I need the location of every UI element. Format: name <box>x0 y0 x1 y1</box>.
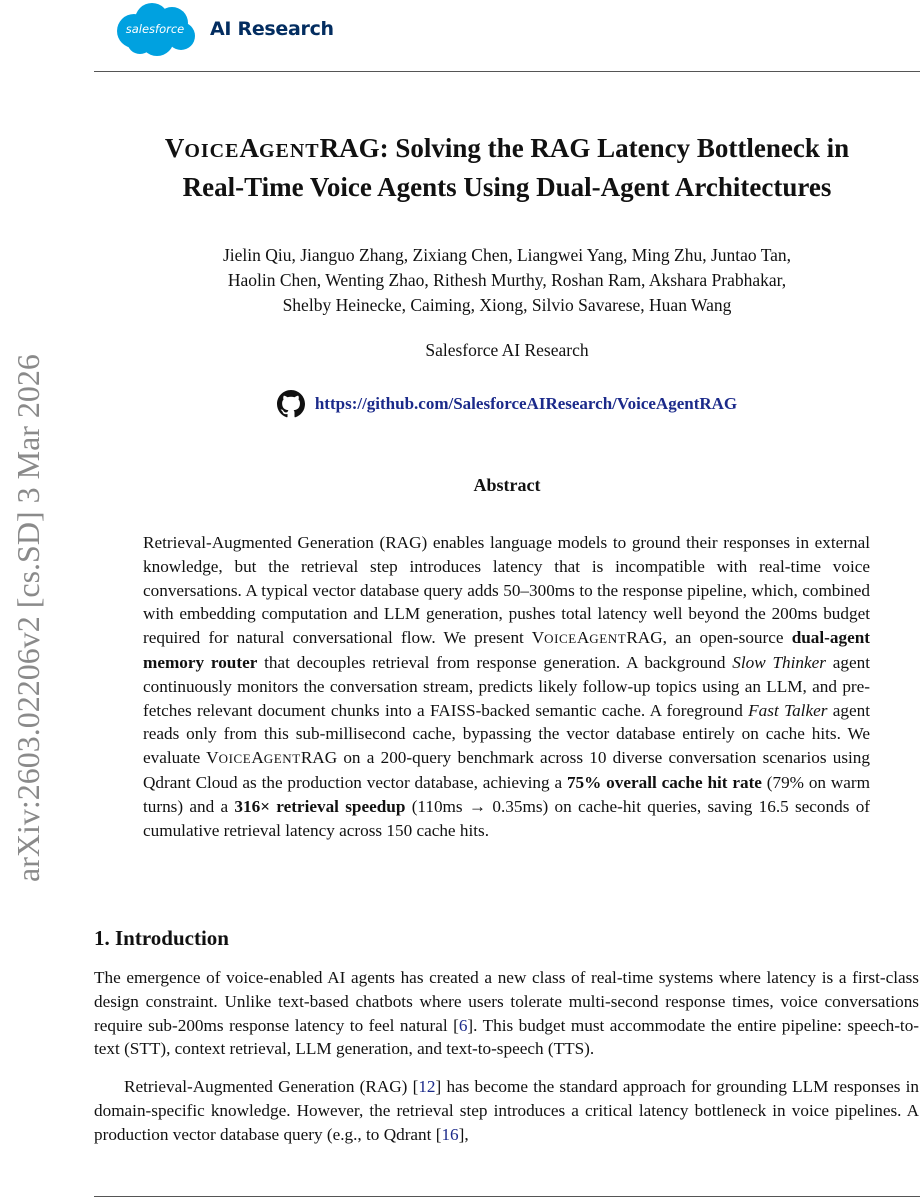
emphasis-fast-talker: Fast Talker <box>748 700 828 720</box>
header-rule <box>94 71 920 72</box>
intro-paragraph-2: Retrieval-Augmented Generation (RAG) [12] has become the standard approach for grounding LLM responses in domain-specific knowledge. However, the retrieval step introduces a critical latency bottleneck in voice pipelines. A production vector database query (e.g., to Qdrant [16], <box>94 1077 919 1144</box>
citation-link[interactable]: 12 <box>418 1077 436 1096</box>
repository-row <box>94 390 920 418</box>
system-name-inline: VOICEAGENTRAG <box>531 628 663 648</box>
emphasis-slow-thinker: Slow Thinker <box>732 652 826 672</box>
salesforce-cloud-icon <box>112 1 198 57</box>
emphasis-router: dual-agent memory router <box>143 628 870 672</box>
author-line: Haolin Chen, Wenting Zhao, Rithesh Murthy, Roshan Ram, Akshara Prabhakar, <box>227 270 787 290</box>
title-line-2: Real-Time Voice Agents Using Dual-Agent Architectures <box>182 172 832 202</box>
affiliation: Salesforce AI Research <box>425 340 589 360</box>
system-name-inline: VOICEAGENTRAG <box>206 748 338 768</box>
github-icon <box>277 390 305 418</box>
salesforce-wordmark: salesforce <box>125 22 185 36</box>
author-line: Shelby Heinecke, Caiming, Xiong, Silvio Savarese, Huan Wang <box>282 295 732 315</box>
emphasis-hit-rate: 75% overall cache hit rate <box>566 772 762 792</box>
footer-rule <box>94 1196 920 1197</box>
emphasis-speedup: 316× retrieval speedup <box>234 796 406 816</box>
abstract-body: Retrieval-Augmented Generation (RAG) enables language models to ground their responses in external knowledge, but the retrieval step introduces latency that is incompatible with real-time voice conversations. A typical vector database query adds 50–300ms to the response pipeline, which, combined with embedding computation and LLM generation, pushes total latency well beyond the 200ms budget required for natural conversational flow. We present VOICEAGENTRAG, an open-source dual-agent memory router that decouples retrieval from response generation. A background Slow Thinker agent continuously monitors the conversation stream, predicts likely follow-up topics using an LLM, and pre-fetches relevant document chunks into a FAISS-backed semantic cache. A foreground Fast Talker agent reads only from this sub-millisecond cache, bypassing the vector database entirely on cache hits. We evaluate VOICEAGENTRAG on a 200-query benchmark across 10 diverse conversation scenarios using Qdrant Cloud as the production vector database, achieving a 75% overall cache hit rate (79% on warm turns) and a 316× retrieval speedup (110ms → 0.35ms) on cache-hit queries, saving 16.5 seconds of cumulative retrieval latency across 150 cache hits. <box>143 533 871 840</box>
section-heading-introduction: 1. Introduction <box>94 926 229 950</box>
paper-title <box>94 130 920 205</box>
repository-link[interactable]: https://github.com/SalesforceAIResearch/VoiceAgentRAG <box>314 394 738 413</box>
brand-text: AI Research <box>210 18 334 40</box>
arxiv-identifier: arXiv:2603.02206v2 [cs.SD] 3 Mar 2026 <box>10 354 46 882</box>
intro-paragraph-1: The emergence of voice-enabled AI agents has created a new class of real-time systems where latency is a first-class design constraint. Unlike text-based chatbots where users tolerate multi-second response times, voice conversations require sub-200ms response latency to feel natural [6]. This budget must accommodate the entire pipeline: speech-to-text (STT), context retrieval, LLM generation, and text-to-speech (TTS). <box>94 968 920 1059</box>
title-line-1: VOICEAGENTRAG: Solving the RAG Latency Bottleneck in <box>164 133 850 163</box>
system-name: VOICEAGENTRAG <box>164 133 380 163</box>
abstract-heading: Abstract <box>473 475 541 495</box>
citation-link[interactable]: 16 <box>441 1124 459 1144</box>
salesforce-ai-research-logo <box>112 0 334 58</box>
citation-link[interactable]: 6 <box>458 1015 468 1035</box>
author-list <box>94 243 920 318</box>
author-line: Jielin Qiu, Jianguo Zhang, Zixiang Chen, Liangwei Yang, Ming Zhu, Juntao Tan, <box>222 245 792 265</box>
